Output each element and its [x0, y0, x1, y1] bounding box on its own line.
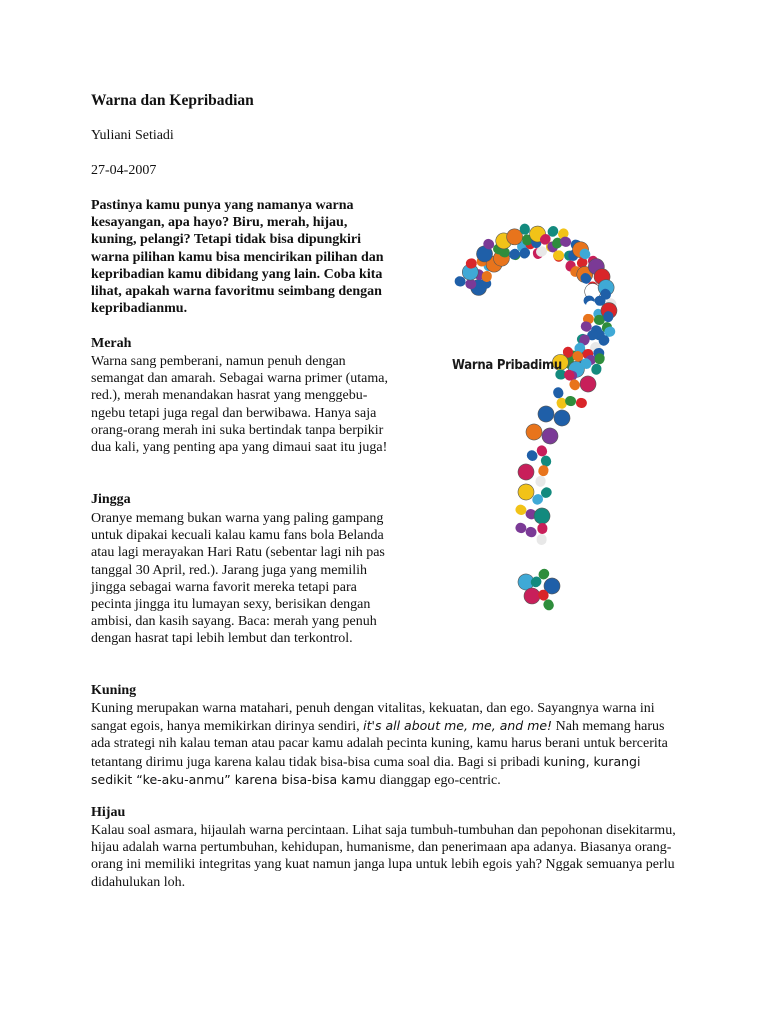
kuning-text-2: Nah memang harus ada strategi nih kalau teman atau pacar kamu adalah pecinta kuning, kamu harus berani untuk bercerita tetantang dirimu juga karena kalau tidak bisa-bisa cuma soal dia. Bagi si pribadi: [91, 719, 668, 770]
kuning-text-1: Kuning merupakan warna matahari, penuh dengan vitalitas, kekuatan, dan ego. Sayangnya warna ini sangat egois, hanya memikirkan dirinya sendiri,: [91, 701, 655, 735]
section-heading-kuning: Kuning: [91, 683, 137, 698]
section-heading-merah: Merah: [91, 336, 132, 351]
article-intro: Pastinya kamu punya yang namanya warna kesayangan, apa hayo? Biru, merah, hijau, kuning, pelangi? Tetapi tidak bisa dipungkiri warna pilihan kamu bisa mencirikan pilihan dan kepribadian kamu dibidang yang lain. Coba kita lihat, apakah warna favoritmu seimbang dengan kepribadianmu.: [91, 198, 384, 317]
kuning-sans-text: kuning, kurangi sedikit “ke-aku-anmu” karena bisa-bisa kamu: [91, 753, 641, 787]
article-date: 27-04-2007: [91, 163, 157, 178]
section-body-jingga: Oranye memang bukan warna yang paling gampang untuk dipakai kecuali kalau kamu fans bola Belanda atau lagi merayakan Hari Ratu (sebentar lagi nih pas tanggal 30 April, red.). Jarang juga yang memilih jingga sebagai warna favorit mereka tetapi para pecinta jingga itu lumayan sexy, berisikan dengan ambisi, dan kasih sayang. Baca: merah yang penuh dengan hasrat tapi lebih lembut dan terkontrol.: [91, 511, 385, 647]
section-heading-jingga: Jingga: [91, 492, 131, 507]
section-body-merah: Warna sang pemberani, namun penuh dengan semangat dan amarah. Sebagai warna primer (utama, red.), merah menandakan hasrat yang menggebu-ngebu tetapi juga regal dan berwibawa. Hanya saja orang-orang merah ini suka bertindak tanpa berpikir dua kali, yang penting apa yang dimaui saat itu juga!: [91, 354, 388, 456]
section-body-hijau: Kalau soal asmara, hijaulah warna percintaan. Lihat saja tumbuh-tumbuhan dan pepohonan disekitarmu, hijau adalah warna pertumbuhan, kehidupan, humanisme, dan penerimaan apa adanya. Biasanya orang-orang ini memiliki integritas yang kuat namun janga lupa untuk lebih egois yah? Nggak semuanya perlu didahulukan loh.: [91, 823, 676, 890]
article-author: Yuliani Setiadi: [91, 128, 174, 143]
kuning-italic-text: it's all about me, me, and me!: [363, 718, 553, 734]
question-mark-pills-icon: [440, 200, 640, 630]
image-label: Warna Pribadimu: [452, 358, 562, 373]
section-body-kuning: [91, 700, 681, 789]
kuning-text-3: dianggap ego-centric.: [379, 772, 501, 788]
section-heading-hijau: Hijau: [91, 805, 126, 820]
article-title: Warna dan Kepribadian: [91, 92, 254, 109]
